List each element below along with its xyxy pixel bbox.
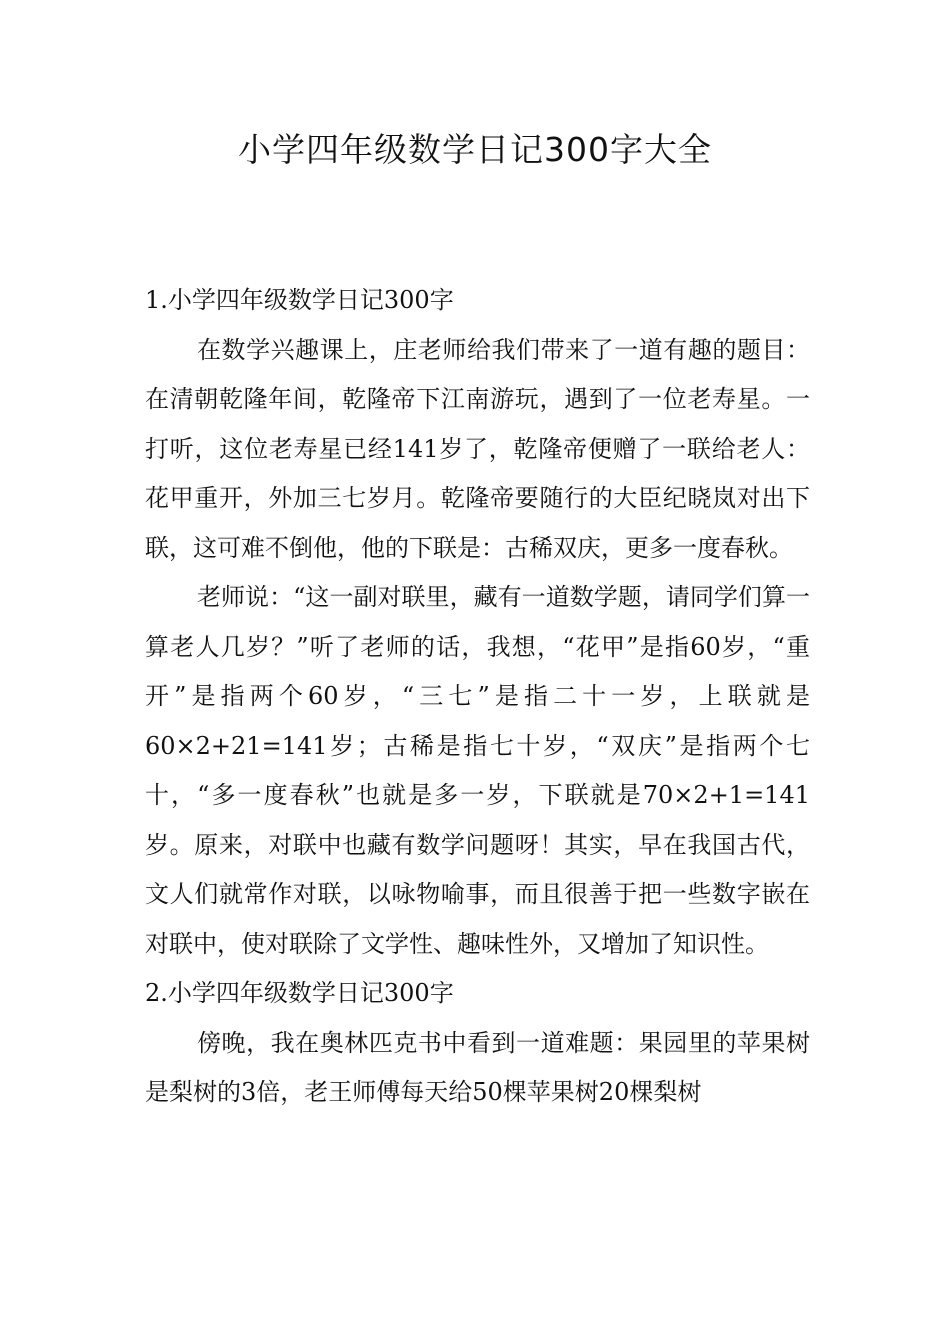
- section-2: [145, 969, 810, 1118]
- paragraph: 老师说：“这一副对联里，藏有一道数学题，请同学们算一算老人几岁？”听了老师的话，我想，“花甲”是指60岁，“重开”是指两个60岁，“三七”是指二十一岁，上联就是60×2+21=141岁；古稀是指七十岁，“双庆”是指两个七十，“多一度春秋”也就是多一岁，下联就是70×2+1=141岁。原来，对联中也藏有数学问题呀！其实，早在我国古代，文人们就常作对联，以咏物喻事，而且很善于把一些数字嵌在对联中，使对联除了文学性、趣味性外，又增加了知识性。: [145, 583, 810, 958]
- paragraph: 在数学兴趣课上，庄老师给我们带来了一道有趣的题目：在清朝乾隆年间，乾隆帝下江南游玩，遇到了一位老寿星。一打听，这位老寿星已经141岁了，乾隆帝便赠了一联给老人：花甲重开，外加三七岁月。乾隆帝要随行的大臣纪晓岚对出下联，这可难不倒他，他的下联是：古稀双庆，更多一度春秋。: [145, 335, 810, 562]
- section-1: [145, 276, 810, 969]
- document-title: 小学四年级数学日记300字大全: [238, 130, 712, 169]
- paragraph: 傍晚，我在奥林匹克书中看到一道难题：果园里的苹果树是梨树的3倍，老王师傅每天给50棵苹果树20棵梨树: [145, 1028, 810, 1106]
- section-heading: 2.小学四年级数学日记300字: [145, 979, 454, 1007]
- section-heading: 1.小学四年级数学日记300字: [145, 286, 454, 314]
- document-body: [145, 276, 810, 1118]
